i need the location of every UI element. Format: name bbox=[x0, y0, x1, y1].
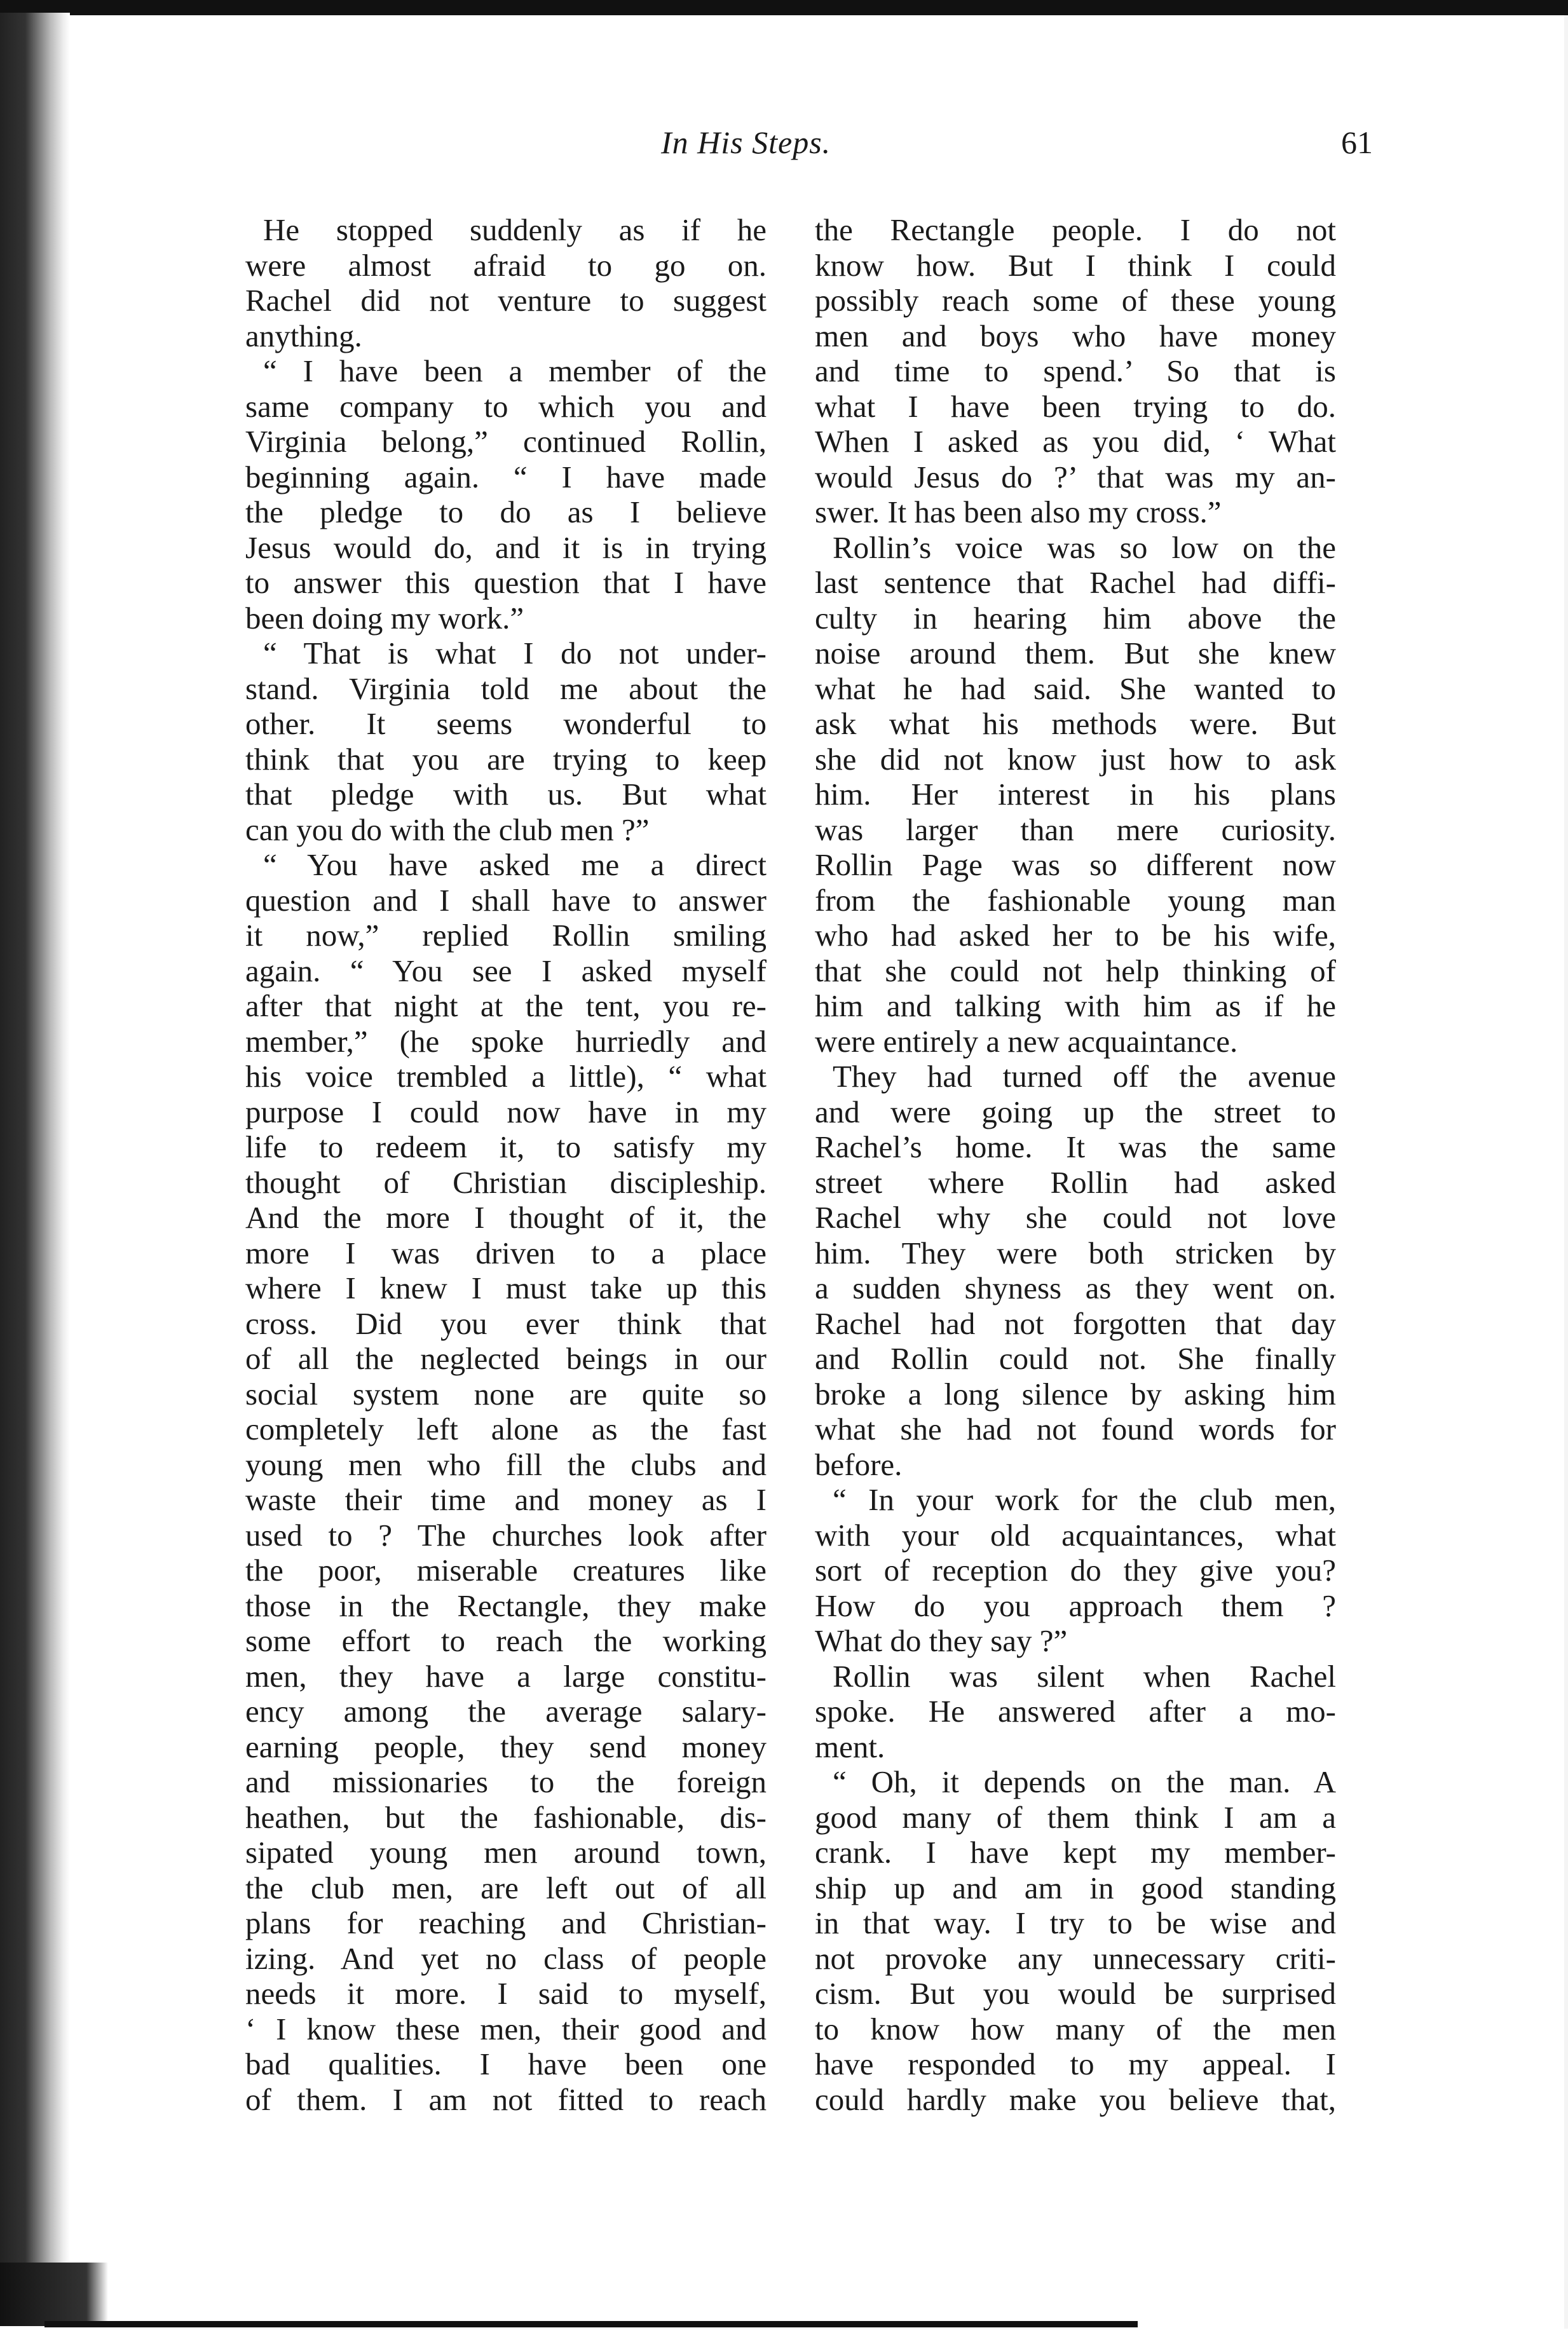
text-line: They had turned off the avenue bbox=[833, 1059, 1336, 1094]
text-line: stand. Virginia told me about the bbox=[245, 671, 767, 706]
text-line: Virginia belong,” continued Rollin, bbox=[245, 424, 767, 459]
page-number: 61 bbox=[1341, 125, 1373, 160]
text-line: can you do with the club men ?” bbox=[245, 812, 650, 847]
text-line: waste their time and money as I bbox=[245, 1482, 767, 1517]
text-line: after that night at the tent, you re- bbox=[245, 988, 767, 1023]
text-line: it now,” replied Rollin smiling bbox=[245, 918, 767, 953]
text-line: have responded to my appeal. I bbox=[815, 2046, 1336, 2081]
text-line: cross. Did you ever think that bbox=[245, 1305, 767, 1341]
text-line: bad qualities. I have been one bbox=[245, 2046, 767, 2081]
text-line: again. “ You see I asked myself bbox=[245, 953, 767, 988]
text-line: of all the neglected beings in our bbox=[245, 1341, 767, 1376]
text-line: who had asked her to be his wife, bbox=[815, 918, 1336, 953]
text-line: When I asked as you did, ‘ What bbox=[815, 424, 1336, 459]
text-line: some effort to reach the working bbox=[245, 1623, 767, 1658]
text-line: and time to spend.’ So that is bbox=[815, 353, 1336, 388]
running-title: In His Steps. bbox=[661, 125, 831, 160]
text-line: anything. bbox=[245, 318, 362, 353]
book-binding-shadow bbox=[0, 13, 70, 2326]
text-line: purpose I could now have in my bbox=[245, 1094, 767, 1129]
text-line: men and boys who have money bbox=[815, 318, 1336, 353]
text-line: social system none are quite so bbox=[245, 1376, 767, 1412]
text-line: Rachel did not venture to suggest bbox=[245, 283, 767, 318]
text-line: been doing my work.” bbox=[245, 600, 524, 636]
scan-top-border bbox=[0, 0, 1568, 15]
text-line: to answer this question that I have bbox=[245, 565, 767, 600]
text-line: the poor, miserable creatures like bbox=[245, 1553, 767, 1588]
text-line: possibly reach some of these young bbox=[815, 283, 1336, 318]
text-line: what I have been trying to do. bbox=[815, 388, 1336, 424]
text-line: culty in hearing him above the bbox=[815, 600, 1336, 636]
text-line: the Rectangle people. I do not bbox=[815, 212, 1336, 247]
text-line: Rollin Page was so different now bbox=[815, 847, 1336, 882]
text-line: Rollin was silent when Rachel bbox=[833, 1658, 1336, 1694]
text-line: What do they say ?” bbox=[815, 1623, 1068, 1658]
text-line: completely left alone as the fast bbox=[245, 1412, 767, 1447]
running-header bbox=[661, 124, 1373, 175]
text-line: in that way. I try to be wise and bbox=[815, 1905, 1336, 1940]
text-line: him and talking with him as if he bbox=[815, 988, 1336, 1023]
text-line: member,” (he spoke hurriedly and bbox=[245, 1023, 767, 1059]
text-line: and Rollin could not. She finally bbox=[815, 1341, 1336, 1376]
text-line: ency among the average salary- bbox=[245, 1694, 767, 1729]
text-line: “ In your work for the club men, bbox=[833, 1482, 1336, 1517]
text-line: crank. I have kept my member- bbox=[815, 1835, 1336, 1870]
text-line: Rollin’s voice was so low on the bbox=[833, 529, 1336, 565]
text-line: plans for reaching and Christian- bbox=[245, 1905, 767, 1940]
text-line: before. bbox=[815, 1447, 903, 1482]
text-line: How do you approach them ? bbox=[815, 1588, 1336, 1623]
text-line: izing. And yet no class of people bbox=[245, 1940, 767, 1976]
text-line: him. Her interest in his plans bbox=[815, 777, 1336, 812]
text-line: And the more I thought of it, the bbox=[245, 1200, 767, 1235]
text-line: He stopped suddenly as if he bbox=[263, 212, 767, 247]
text-line: “ That is what I do not under- bbox=[263, 636, 767, 671]
text-line: ment. bbox=[815, 1729, 885, 1764]
text-line: of them. I am not fitted to reach bbox=[245, 2081, 767, 2117]
text-line: to know how many of the men bbox=[815, 2011, 1336, 2046]
text-line: with your old acquaintances, what bbox=[815, 1517, 1336, 1553]
text-line: Rachel’s home. It was the same bbox=[815, 1129, 1336, 1164]
text-line: that she could not help thinking of bbox=[815, 953, 1336, 988]
text-line: Jesus would do, and it is in trying bbox=[245, 529, 767, 565]
right-text-column bbox=[815, 212, 1336, 2117]
text-line: the pledge to do as I believe bbox=[245, 494, 767, 529]
text-line: him. They were both stricken by bbox=[815, 1235, 1336, 1270]
text-line: thought of Christian discipleship. bbox=[245, 1164, 767, 1200]
text-line: a sudden shyness as they went on. bbox=[815, 1270, 1336, 1305]
text-line: could hardly make you believe that, bbox=[815, 2081, 1336, 2117]
text-line: ask what his methods were. But bbox=[815, 706, 1336, 741]
text-line: young men who fill the clubs and bbox=[245, 1447, 767, 1482]
text-line: what she had not found words for bbox=[815, 1412, 1336, 1447]
text-line: know how. But I think I could bbox=[815, 247, 1336, 283]
text-line: heathen, but the fashionable, dis- bbox=[245, 1799, 767, 1835]
text-line: spoke. He answered after a mo- bbox=[815, 1694, 1336, 1729]
text-line: sort of reception do they give you? bbox=[815, 1553, 1336, 1588]
text-line: cism. But you would be surprised bbox=[815, 1976, 1336, 2011]
text-line: beginning again. “ I have made bbox=[245, 459, 767, 494]
text-line: last sentence that Rachel had diffi- bbox=[815, 565, 1336, 600]
text-line: that pledge with us. But what bbox=[245, 777, 767, 812]
text-line: from the fashionable young man bbox=[815, 882, 1336, 918]
text-line: and missionaries to the foreign bbox=[245, 1764, 767, 1799]
text-line: needs it more. I said to myself, bbox=[245, 1976, 767, 2011]
text-line: swer. It has been also my cross.” bbox=[815, 494, 1222, 529]
left-text-column bbox=[245, 212, 767, 2117]
text-line: broke a long silence by asking him bbox=[815, 1376, 1336, 1412]
text-line: not provoke any unnecessary criti- bbox=[815, 1940, 1336, 1976]
text-line: more I was driven to a place bbox=[245, 1235, 767, 1270]
text-line: ‘ I know these men, their good and bbox=[245, 2011, 767, 2046]
text-line: were entirely a new acquaintance. bbox=[815, 1023, 1238, 1059]
text-line: where I knew I must take up this bbox=[245, 1270, 767, 1305]
text-line: “ I have been a member of the bbox=[263, 353, 767, 388]
text-line: his voice trembled a little), “ what bbox=[245, 1059, 767, 1094]
text-line: same company to which you and bbox=[245, 388, 767, 424]
text-line: sipated young men around town, bbox=[245, 1835, 767, 1870]
text-line: noise around them. But she knew bbox=[815, 636, 1336, 671]
text-line: was larger than mere curiosity. bbox=[815, 812, 1336, 847]
text-line: what he had said. She wanted to bbox=[815, 671, 1336, 706]
text-line: used to ? The churches look after bbox=[245, 1517, 767, 1553]
text-line: street where Rollin had asked bbox=[815, 1164, 1336, 1200]
text-line: ship up and am in good standing bbox=[815, 1870, 1336, 1905]
text-line: Rachel had not forgotten that day bbox=[815, 1305, 1336, 1341]
text-line: men, they have a large constitu- bbox=[245, 1658, 767, 1694]
text-line: those in the Rectangle, they make bbox=[245, 1588, 767, 1623]
text-line: “ Oh, it depends on the man. A bbox=[833, 1764, 1336, 1799]
text-line: “ You have asked me a direct bbox=[263, 847, 767, 882]
text-line: good many of them think I am a bbox=[815, 1799, 1336, 1835]
page-right-edge bbox=[1564, 15, 1568, 2329]
text-line: were almost afraid to go on. bbox=[245, 247, 767, 283]
scan-bottom-border bbox=[44, 2321, 1138, 2327]
text-line: and were going up the street to bbox=[815, 1094, 1336, 1129]
text-line: would Jesus do ?’ that was my an- bbox=[815, 459, 1336, 494]
text-line: life to redeem it, to satisfy my bbox=[245, 1129, 767, 1164]
text-line: the club men, are left out of all bbox=[245, 1870, 767, 1905]
binding-corner-shadow bbox=[0, 2263, 108, 2326]
text-line: she did not know just how to ask bbox=[815, 741, 1336, 777]
text-line: question and I shall have to answer bbox=[245, 882, 767, 918]
text-line: other. It seems wonderful to bbox=[245, 706, 767, 741]
text-line: Rachel why she could not love bbox=[815, 1200, 1336, 1235]
text-line: think that you are trying to keep bbox=[245, 741, 767, 777]
text-line: earning people, they send money bbox=[245, 1729, 767, 1764]
